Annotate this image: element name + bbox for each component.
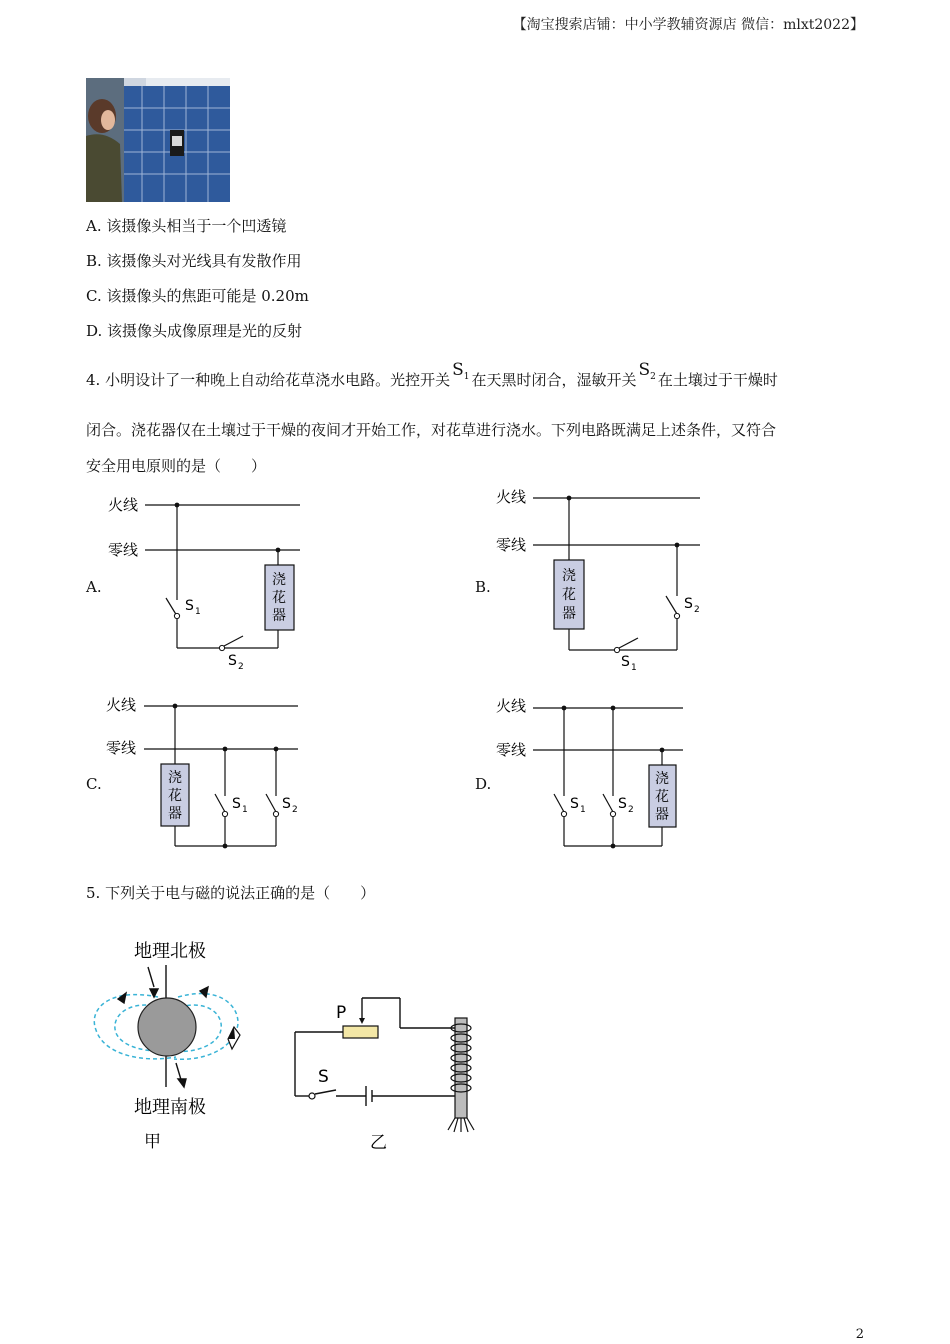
svg-text:花: 花 — [168, 788, 182, 804]
iron-core — [455, 1018, 467, 1118]
figure-caption-yi: 乙 — [370, 1133, 387, 1153]
svg-text:2: 2 — [238, 662, 244, 672]
switch-label: S — [570, 796, 579, 812]
svg-text:器: 器 — [562, 606, 576, 622]
geographic-south-label: 地理南极 — [134, 1097, 206, 1118]
choice-c-label: C. — [86, 775, 102, 793]
wire-neutral-label: 零线 — [496, 741, 527, 759]
wire-neutral-label: 零线 — [108, 541, 139, 559]
switch-label: S — [618, 796, 627, 812]
rheostat — [343, 1026, 378, 1038]
q4-line-2: 闭合。浇花器仅在土壤过于干燥的夜间才开始工作，对花草进行浇水。下列电路既满足上述条件，又符合 — [86, 421, 777, 439]
svg-text:浇: 浇 — [655, 771, 669, 787]
circuit-b — [490, 480, 710, 680]
geographic-north-label: 地理北极 — [134, 941, 206, 962]
earth-magnetic-field-figure — [88, 935, 258, 1155]
svg-text:2: 2 — [628, 805, 634, 815]
svg-text:1: 1 — [631, 663, 637, 673]
svg-text:花: 花 — [272, 590, 286, 606]
svg-text:浇: 浇 — [562, 568, 576, 584]
svg-text:2: 2 — [292, 805, 298, 815]
wire-neutral-label: 零线 — [106, 739, 137, 757]
q5-question: 5. 下列关于电与磁的说法正确的是（ ） — [86, 884, 376, 902]
wire-neutral-label: 零线 — [496, 536, 527, 554]
wire-live-label: 火线 — [496, 488, 527, 506]
choice-d-label: D. — [475, 775, 492, 793]
choice-a-label: A. — [86, 578, 102, 596]
locker-camera-photo — [86, 78, 230, 202]
circuit-a — [100, 488, 310, 678]
svg-text:浇: 浇 — [272, 572, 286, 588]
svg-text:器: 器 — [655, 807, 669, 823]
svg-text:器: 器 — [272, 608, 286, 624]
q3-option-d: D. 该摄像头成像原理是光的反射 — [86, 322, 303, 340]
circuit-c — [100, 690, 310, 860]
svg-text:1: 1 — [242, 805, 248, 815]
electromagnet-circuit-figure — [290, 990, 490, 1160]
svg-text:花: 花 — [562, 587, 576, 603]
page-number: 2 — [855, 1327, 864, 1342]
q3-option-a: A. 该摄像头相当于一个凹透镜 — [86, 217, 287, 235]
wire-live-label: 火线 — [106, 696, 137, 714]
switch-s1-symbol: $S_1$ — [452, 360, 470, 382]
figure-caption-jia: 甲 — [144, 1132, 161, 1152]
switch-label: S — [228, 653, 237, 669]
switch-label: S — [185, 598, 194, 614]
svg-text:1: 1 — [580, 805, 586, 815]
switch-s-label: S — [318, 1067, 329, 1087]
switch-label: S — [684, 596, 693, 612]
q4-text-part: 4. 小明设计了一种晚上自动给花草浇水电路。光控开关 — [86, 371, 451, 389]
svg-text:器: 器 — [168, 806, 182, 822]
q3-option-b: B. 该摄像头对光线具有发散作用 — [86, 252, 302, 270]
q4-line-3: 安全用电原则的是（ ） — [86, 457, 267, 475]
svg-text:浇: 浇 — [168, 770, 182, 786]
circuit-d — [490, 690, 700, 860]
page-header: 【淘宝搜索店铺：中小学教辅资源店 微信：mlxt2022】 — [512, 17, 864, 33]
switch-label: S — [232, 796, 241, 812]
wire-live-label: 火线 — [108, 496, 139, 514]
switch-s2-symbol: $S_2$ — [638, 360, 656, 382]
q4-line-1 — [86, 360, 778, 394]
wire-live-label: 火线 — [496, 697, 527, 715]
q4-text-part: 在土壤过于干燥时 — [657, 371, 778, 389]
svg-text:1: 1 — [195, 607, 201, 617]
choice-b-label: B. — [475, 578, 491, 596]
switch-label: S — [282, 796, 291, 812]
q4-text-part: 在天黑时闭合，湿敏开关 — [471, 371, 637, 389]
svg-text:2: 2 — [694, 605, 700, 615]
q3-option-c: C. 该摄像头的焦距可能是 0.20m — [86, 287, 309, 305]
switch-label: S — [621, 654, 630, 670]
rheostat-p-label: P — [336, 1003, 347, 1023]
svg-text:花: 花 — [655, 789, 669, 805]
